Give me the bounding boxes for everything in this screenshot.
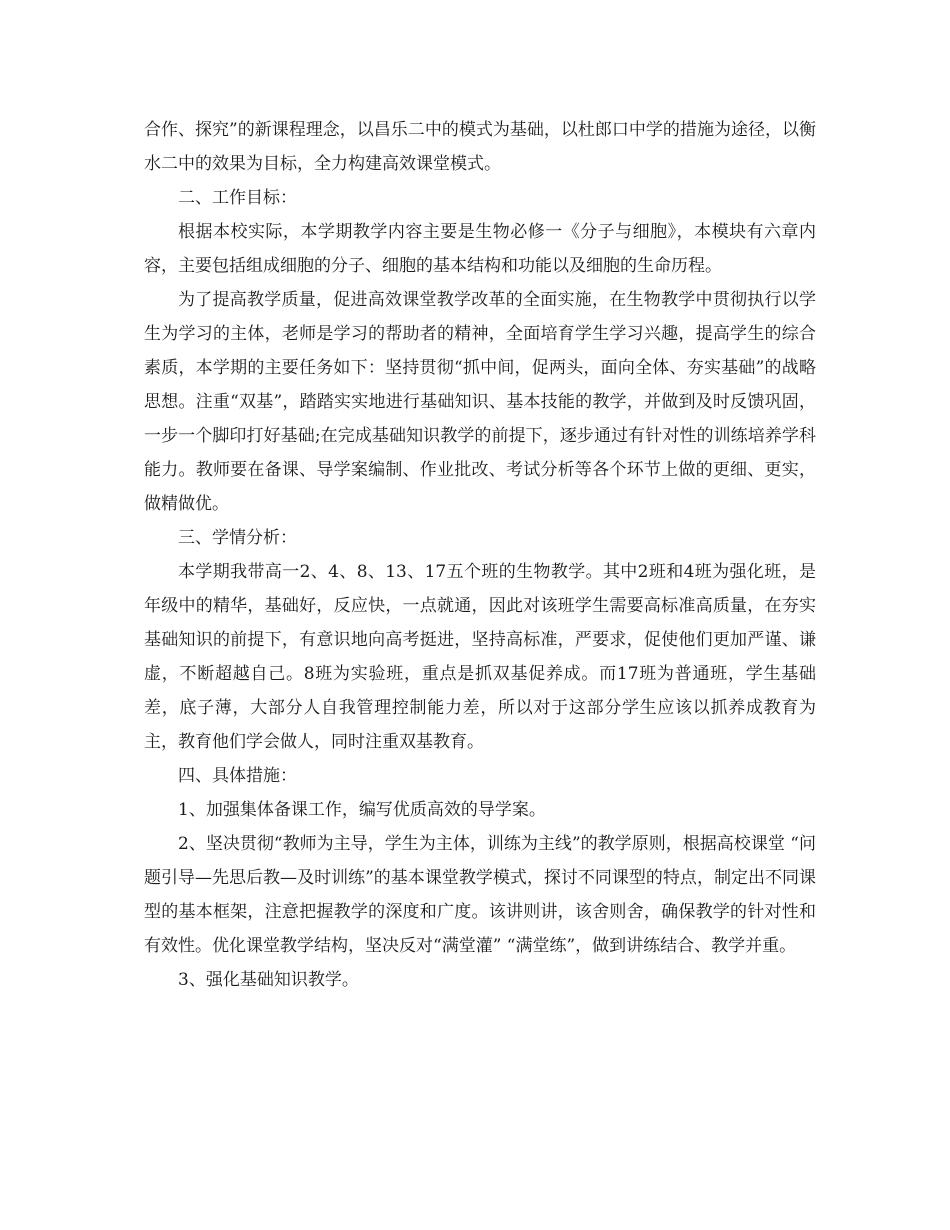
paragraph-main-tasks: 为了提高教学质量，促进高效课堂教学改革的全面实施，在生物教学中贯彻执行以学生为学习的主体，老师是学习的帮助者的精神，全面培育学生学习兴趣，提高学生的综合素质，本学期的主要任务如下：坚持贯彻“抓中间，促两头，面向全体、夯实基础”的战略思想。注重“双基”，踏踏实实地进行基础知识、基本技能的教学，并做到及时反馈巩固，一步一个脚印打好基础;在完成基础知识教学的前提下，逐步通过有针对性的训练培养学科能力。教师要在备课、导学案编制、作业批改、考试分析等各个环节上做的更细、更实，做精做优。 <box>144 290 816 514</box>
section-heading-measures: 四、具体措施： <box>178 766 297 786</box>
list-item-measure-1: 1、加强集体备课工作，编写优质高效的导学案。 <box>178 800 546 820</box>
list-item-measure-3: 3、强化基础知识教学。 <box>178 970 359 990</box>
document-body <box>144 113 816 997</box>
paragraph-continuation: 合作、探究”的新课程理念，以昌乐二中的模式为基础，以杜郎口中学的措施为途径，以衡水二中的效果为目标，全力构建高效课堂模式。 <box>144 120 816 174</box>
paragraph-class-analysis: 本学期我带高一2、4、8、13、17五个班的生物教学。其中2班和4班为强化班，是年级中的精华，基础好，反应快，一点就通，因此对该班学生需要高标准高质量，在夯实基础知识的前提下，有意识地向高考挺进，坚持高标准，严要求，促使他们更加严谨、谦虚，不断超越自己。8班为实验班，重点是抓双基促养成。而17班为普通班，学生基础差，底子薄，大部分人自我管理控制能力差，所以对于这部分学生应该以抓养成教育为主，教育他们学会做人，同时注重双基教育。 <box>144 562 816 752</box>
paragraph-teaching-content: 根据本校实际，本学期教学内容主要是生物必修一《分子与细胞》，本模块有六章内容，主要包括组成细胞的分子、细胞的基本结构和功能以及细胞的生命历程。 <box>144 222 816 276</box>
section-heading-student-analysis: 三、学情分析： <box>178 528 297 548</box>
section-heading-work-goals: 二、工作目标： <box>178 188 297 208</box>
list-item-measure-2: 2、坚决贯彻“教师为主导，学生为主体，训练为主线”的教学原则，根据高校课堂 “问题引导—先思后教—及时训练”的基本课堂教学模式，探讨不同课型的特点，制定出不同课型的基本框架，注意把握教学的深度和广度。该讲则讲，该舍则舍，确保教学的针对性和有效性。优化课堂教学结构，坚决反对“满堂灌” “满堂练”，做到讲练结合、教学并重。 <box>144 834 816 956</box>
